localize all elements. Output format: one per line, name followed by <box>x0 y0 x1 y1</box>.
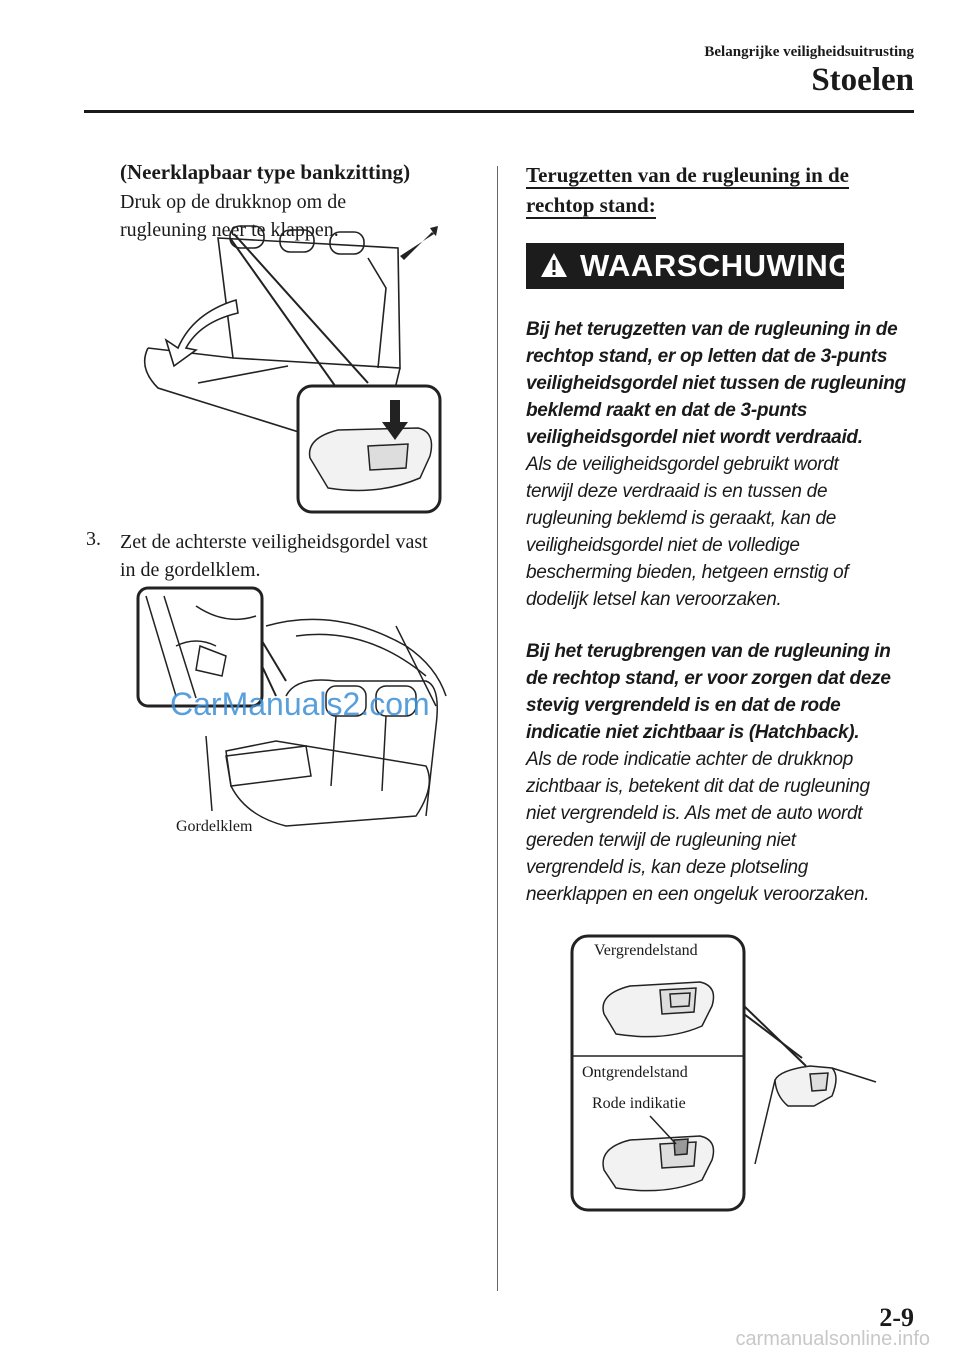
gordelklem-label: Gordelklem <box>176 818 253 835</box>
warning-line: terwijl deze verdraaid is en tussen de <box>526 481 828 502</box>
warning-line: gereden terwijl de rugleuning niet <box>526 830 796 851</box>
warning-label: WAARSCHUWING <box>580 248 853 283</box>
footer-watermark: carmanualsonline.info <box>735 1328 930 1350</box>
page-number: 2-9 <box>879 1303 914 1332</box>
warning-line: veiligheidsgordel niet de volledige <box>526 535 800 556</box>
warning-bold-line: de rechtop stand, er voor zorgen dat deze <box>526 668 891 689</box>
warning-banner <box>526 243 853 289</box>
section-title <box>526 160 886 220</box>
unlock-state-label: Ontgrendelstand <box>582 1064 688 1081</box>
running-header-category: Belangrijke veiligheidsuitrusting <box>704 44 914 60</box>
warning-line: vergrendeld is, kan deze plotseling <box>526 857 809 878</box>
instruction-line: rugleuning neer te klappen. <box>120 219 339 241</box>
column-divider <box>497 166 498 1291</box>
warning-bold-line: beklemd raakt en dat de 3-punts <box>526 400 808 421</box>
pointer-arrow-icon <box>400 226 438 260</box>
warning-bold-line: veiligheidsgordel niet tussen de rugleuning <box>526 373 906 394</box>
step3-line: in de gordelklem. <box>120 559 261 581</box>
section-title-line1: Terugzetten van de rugleuning in de <box>526 163 849 187</box>
warning-line: dodelijk letsel kan veroorzaken. <box>526 589 782 610</box>
warning-line: rugleuning beklemd is geraakt, kan de <box>526 508 836 529</box>
step-number: 3. <box>86 528 101 550</box>
warning-line: zichtbaar is, betekent dit dat de rugleuning <box>526 776 870 797</box>
step3-text <box>120 528 470 584</box>
warning-bold-line: rechtop stand, er op letten dat de 3-punts <box>526 346 888 367</box>
warning-bold-line: Bij het terugbrengen van de rugleuning in <box>526 641 891 662</box>
section-title-line2: rechtop stand: <box>526 193 656 217</box>
warning-line: niet vergrendeld is. Als met de auto wordt <box>526 803 863 824</box>
fold-arrow-icon <box>166 300 238 366</box>
warning-bold-line: veiligheidsgordel niet wordt verdraaid. <box>526 427 863 448</box>
figure-fold-seatback <box>138 218 448 518</box>
figure-lock-indicator <box>570 934 880 1214</box>
warning-block-1 <box>526 316 926 613</box>
warning-bold-line: Bij het terugzetten van de rugleuning in de <box>526 319 898 340</box>
red-indicator-label: Rode indikatie <box>592 1095 686 1112</box>
step3-line: Zet de achterste veiligheidsgordel vast <box>120 531 428 553</box>
watermark-carmanuals2: CarManuals2.com <box>170 686 430 722</box>
warning-triangle-icon <box>539 251 569 279</box>
subheading-fold-down-bench: (Neerklapbaar type bankzitting) <box>120 160 411 184</box>
warning-bold-line: indicatie niet zichtbaar is (Hatchback). <box>526 722 860 743</box>
warning-block-2 <box>526 638 926 908</box>
warning-line: Als de rode indicatie achter de drukknop <box>526 749 854 770</box>
warning-line: bescherming bieden, hetgeen ernstig of <box>526 562 849 583</box>
header-rule <box>84 110 914 113</box>
warning-bold-line: stevig vergrendeld is en dat de rode <box>526 695 841 716</box>
seat-fold-illustration <box>138 218 448 518</box>
lock-state-label: Vergrendelstand <box>594 942 698 959</box>
instruction-line: Druk op de drukknop om de <box>120 191 347 213</box>
running-header-title: Stoelen <box>811 62 914 98</box>
warning-line: Als de veiligheidsgordel gebruikt wordt <box>526 454 839 475</box>
warning-line: neerklappen en een ongeluk veroorzaken. <box>526 884 870 905</box>
